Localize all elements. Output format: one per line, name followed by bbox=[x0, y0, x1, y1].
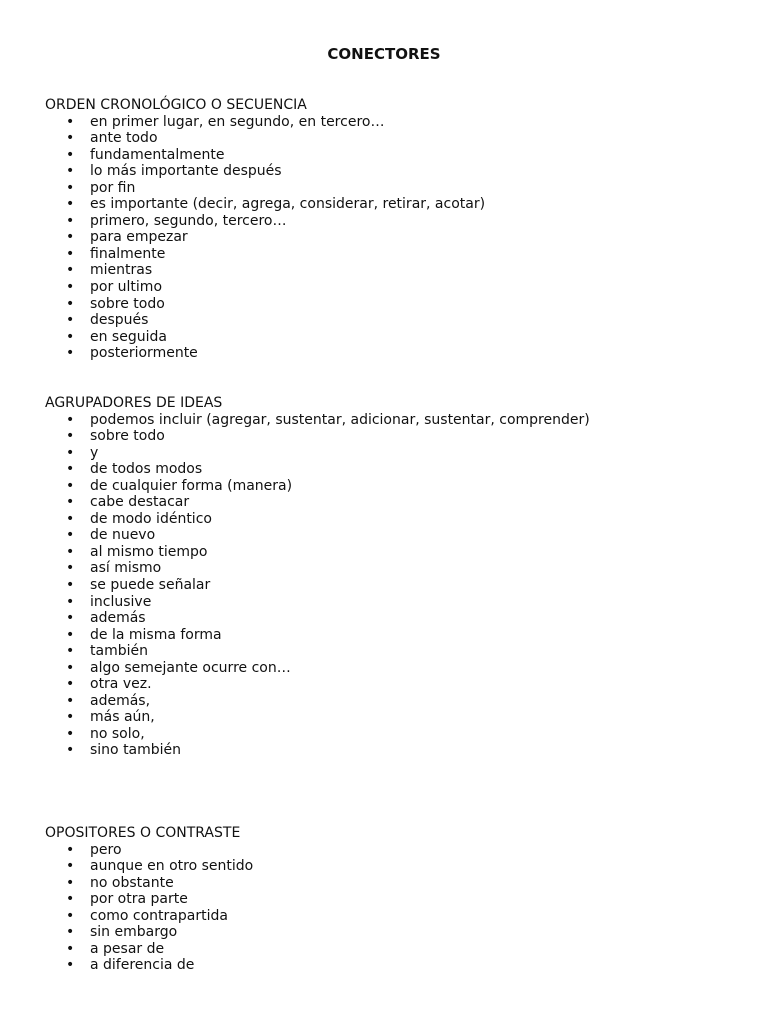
list-item-text: no obstante bbox=[90, 874, 174, 891]
list-item-text: por otra parte bbox=[90, 891, 188, 908]
bullet-icon: • bbox=[66, 411, 75, 428]
list-item-text: por ultimo bbox=[90, 278, 163, 295]
list-item bbox=[45, 428, 745, 445]
bullet-icon: • bbox=[66, 891, 75, 908]
bullet-icon: • bbox=[66, 543, 75, 560]
list-item-text: ante todo bbox=[90, 130, 158, 147]
section-opositores-o-contraste bbox=[45, 825, 745, 974]
section-heading: ORDEN CRONOLÓGICO O SECUENCIA bbox=[45, 97, 307, 113]
bullet-icon: • bbox=[66, 229, 75, 246]
list-item bbox=[45, 693, 745, 710]
list-item bbox=[45, 312, 745, 329]
list-item-text: cabe destacar bbox=[90, 494, 190, 511]
list-item bbox=[45, 229, 745, 246]
bullet-icon: • bbox=[66, 428, 75, 445]
list-item-text: se puede señalar bbox=[90, 576, 211, 593]
bullet-icon: • bbox=[66, 593, 75, 610]
list-item bbox=[45, 908, 745, 925]
list-item bbox=[45, 527, 745, 544]
list-item-text: lo más importante después bbox=[90, 163, 282, 180]
list-item-text: como contrapartida bbox=[90, 907, 228, 924]
list-item-text: posteriormente bbox=[90, 345, 198, 362]
bullet-icon: • bbox=[66, 610, 75, 627]
list-item-text: de cualquier forma (manera) bbox=[90, 477, 293, 494]
list-item-text: de la misma forma bbox=[90, 626, 222, 643]
list-item-text: pero bbox=[90, 841, 122, 858]
list-item-text: de todos modos bbox=[90, 461, 203, 478]
list-item bbox=[45, 130, 745, 147]
list-item-text: podemos incluir (agregar, sustentar, adicionar, sustentar, comprender) bbox=[90, 411, 590, 428]
bullet-icon: • bbox=[66, 692, 75, 709]
list-item-text: de nuevo bbox=[90, 527, 156, 544]
list-item bbox=[45, 924, 745, 941]
section-orden-cronologico bbox=[45, 97, 745, 362]
list-item-text: así mismo bbox=[90, 560, 162, 577]
bullet-icon: • bbox=[66, 113, 75, 130]
list-item-text: otra vez. bbox=[90, 676, 152, 693]
list-item-text: más aún, bbox=[90, 709, 155, 726]
list-item-text: fundamentalmente bbox=[90, 146, 225, 163]
list-item bbox=[45, 577, 745, 594]
list-item-text: para empezar bbox=[90, 229, 188, 246]
list-item-text: es importante (decir, agrega, considerar, retirar, acotar) bbox=[90, 196, 486, 213]
list-item-text: al mismo tiempo bbox=[90, 543, 208, 560]
list-item bbox=[45, 196, 745, 213]
list-item bbox=[45, 643, 745, 660]
list-item bbox=[45, 891, 745, 908]
list-item bbox=[45, 147, 745, 164]
section-heading: OPOSITORES O CONTRASTE bbox=[45, 825, 241, 841]
list-item-text: y bbox=[90, 444, 99, 461]
list-item bbox=[45, 594, 745, 611]
list-item-text: inclusive bbox=[90, 593, 152, 610]
list-item bbox=[45, 560, 745, 577]
list-item bbox=[45, 412, 745, 429]
list-item bbox=[45, 163, 745, 180]
list-item-text: después bbox=[90, 312, 149, 329]
list-item bbox=[45, 494, 745, 511]
bullet-icon: • bbox=[66, 444, 75, 461]
bullet-icon: • bbox=[66, 146, 75, 163]
list-item-text: aunque en otro sentido bbox=[90, 858, 254, 875]
bullet-icon: • bbox=[66, 295, 75, 312]
section-agrupadores-de-ideas bbox=[45, 395, 745, 759]
bullet-icon: • bbox=[66, 907, 75, 924]
list-item bbox=[45, 842, 745, 859]
connector-list bbox=[45, 842, 745, 974]
list-item bbox=[45, 858, 745, 875]
bullet-icon: • bbox=[66, 858, 75, 875]
list-item bbox=[45, 246, 745, 263]
list-item bbox=[45, 676, 745, 693]
bullet-icon: • bbox=[66, 163, 75, 180]
bullet-icon: • bbox=[66, 626, 75, 643]
list-item-text: sin embargo bbox=[90, 924, 178, 941]
list-item bbox=[45, 279, 745, 296]
list-item bbox=[45, 544, 745, 561]
bullet-icon: • bbox=[66, 461, 75, 478]
list-item-text: a pesar de bbox=[90, 940, 165, 957]
bullet-icon: • bbox=[66, 477, 75, 494]
list-item bbox=[45, 329, 745, 346]
list-item bbox=[45, 262, 745, 279]
list-item-text: mientras bbox=[90, 262, 153, 279]
list-item bbox=[45, 726, 745, 743]
bullet-icon: • bbox=[66, 179, 75, 196]
bullet-icon: • bbox=[66, 576, 75, 593]
list-item-text: sobre todo bbox=[90, 295, 165, 312]
bullet-icon: • bbox=[66, 262, 75, 279]
list-item bbox=[45, 478, 745, 495]
list-item bbox=[45, 114, 745, 131]
page-title: CONECTORES bbox=[327, 45, 441, 63]
list-item-text: a diferencia de bbox=[90, 957, 195, 974]
list-item bbox=[45, 941, 745, 958]
list-item-text: sobre todo bbox=[90, 428, 165, 445]
bullet-icon: • bbox=[66, 345, 75, 362]
bullet-icon: • bbox=[66, 527, 75, 544]
list-item bbox=[45, 511, 745, 528]
bullet-icon: • bbox=[66, 742, 75, 759]
list-item bbox=[45, 742, 745, 759]
list-item bbox=[45, 957, 745, 974]
list-item-text: sino también bbox=[90, 742, 182, 759]
bullet-icon: • bbox=[66, 560, 75, 577]
list-item bbox=[45, 709, 745, 726]
list-item bbox=[45, 627, 745, 644]
bullet-icon: • bbox=[66, 643, 75, 660]
list-item-text: algo semejante ocurre con… bbox=[90, 659, 291, 676]
list-item-text: además, bbox=[90, 692, 151, 709]
bullet-icon: • bbox=[66, 957, 75, 974]
bullet-icon: • bbox=[66, 725, 75, 742]
list-item-text: no solo, bbox=[90, 725, 145, 742]
connector-list bbox=[45, 114, 745, 362]
bullet-icon: • bbox=[66, 709, 75, 726]
bullet-icon: • bbox=[66, 841, 75, 858]
list-item bbox=[45, 296, 745, 313]
bullet-icon: • bbox=[66, 328, 75, 345]
list-item bbox=[45, 461, 745, 478]
list-item bbox=[45, 345, 745, 362]
bullet-icon: • bbox=[66, 874, 75, 891]
list-item-text: además bbox=[90, 610, 146, 627]
list-item bbox=[45, 610, 745, 627]
list-item bbox=[45, 180, 745, 197]
list-item-text: también bbox=[90, 643, 148, 660]
bullet-icon: • bbox=[66, 196, 75, 213]
bullet-icon: • bbox=[66, 659, 75, 676]
list-item bbox=[45, 445, 745, 462]
section-heading: AGRUPADORES DE IDEAS bbox=[45, 395, 223, 411]
list-item-text: por fin bbox=[90, 179, 136, 196]
list-item-text: finalmente bbox=[90, 245, 166, 262]
bullet-icon: • bbox=[66, 312, 75, 329]
list-item bbox=[45, 875, 745, 892]
bullet-icon: • bbox=[66, 676, 75, 693]
bullet-icon: • bbox=[66, 494, 75, 511]
bullet-icon: • bbox=[66, 212, 75, 229]
list-item-text: en primer lugar, en segundo, en tercero… bbox=[90, 113, 385, 130]
bullet-icon: • bbox=[66, 510, 75, 527]
list-item bbox=[45, 660, 745, 677]
bullet-icon: • bbox=[66, 130, 75, 147]
list-item-text: de modo idéntico bbox=[90, 510, 212, 527]
list-item-text: en seguida bbox=[90, 328, 167, 345]
bullet-icon: • bbox=[66, 940, 75, 957]
bullet-icon: • bbox=[66, 278, 75, 295]
bullet-icon: • bbox=[66, 245, 75, 262]
list-item-text: primero, segundo, tercero… bbox=[90, 212, 287, 229]
bullet-icon: • bbox=[66, 924, 75, 941]
list-item bbox=[45, 213, 745, 230]
connector-list bbox=[45, 412, 745, 759]
